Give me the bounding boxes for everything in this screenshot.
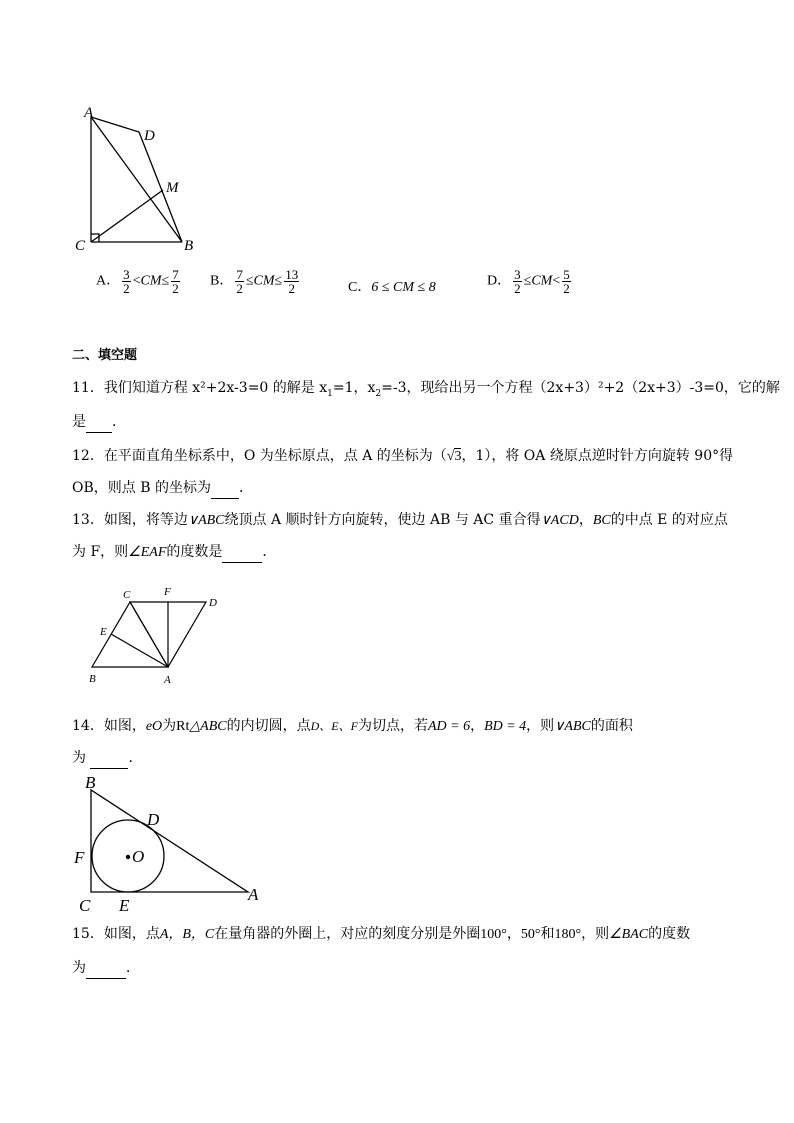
fraction: $\frac{3}{2}$ [123,267,130,296]
answer-blank[interactable] [222,542,262,563]
center-dot [126,855,130,859]
figure-rotated-triangles [84,584,224,688]
option-a: A． $\frac{3}{2}$ <CM≤ $\frac{7}{2}$ [96,267,179,296]
answer-blank[interactable] [211,478,239,499]
label-c: C [123,589,131,601]
q14-line1: 14．如图，eO为Rt△ABC的内切圆，点D、E、F为切点，若AD = 6，BD = 4，则∨ABC的面积 [72,718,633,734]
label-d: D [209,597,217,609]
fraction: $\frac{5}{2}$ [563,267,570,296]
label-f: F [164,586,171,598]
fraction: $\frac{13}{2}$ [285,267,299,296]
label-d: D [144,128,155,144]
label-b: B [85,773,96,792]
q15-line2: 为 ． [72,958,140,979]
label-c: C [79,896,91,915]
figure-quadrilateral-acbd [70,100,210,260]
segment-ad [91,117,139,132]
label-b: B [184,238,194,254]
answer-blank[interactable] [86,412,112,433]
q14-line2: 为 ． [72,748,142,769]
option-d: D． $\frac{3}{2}$ ≤CM< $\frac{5}{2}$ [487,267,570,296]
q12-line1: 12．在平面直角坐标系中，O 为坐标原点，点 A 的坐标为（√3，1），将 OA 绕原点逆时针方向旋转 90°得 [72,448,734,464]
option-c: C．6 ≤ CM ≤ 8 [348,280,436,295]
q11-line2: 是 ． [72,412,126,433]
sqrt-expression: √3 [446,449,462,464]
segment-cm [91,190,163,242]
label-f: F [74,848,85,867]
segment-ae [111,634,168,667]
option-b: B． $\frac{7}{2}$ ≤CM≤ $\frac{13}{2}$ [210,267,299,296]
label-c: C [75,238,86,254]
fraction: $\frac{3}{2}$ [514,267,521,296]
triangle-abc [91,790,248,892]
q13-line1: 13．如图，将等边∨ABC绕顶点 A 顺时针方向旋转，使边 AB 与 AC 重合得∨ACD，BC的中点 E 的对应点 [72,512,728,528]
label-o: O [132,847,145,866]
q12-line2: OB，则点 B 的坐标为 ． [72,478,253,499]
fraction: $\frac{7}{2}$ [172,267,179,296]
q15-line1: 15．如图，点A，B，C在量角器的外圈上，对应的刻度分别是外圈100°，50°和180°，则∠BAC的度数 [72,926,691,942]
q11-line1: 11．我们知道方程 x²+2x-3=0 的解是 $x_1=1$，$x_2=-3$，现给出另一个方程（2x+3）²+2（2x+3）-3=0，它的解 [72,380,780,399]
label-a: A [84,105,94,121]
section-title: 二、填空题 [72,348,138,363]
q13-line2: 为 F，则∠EAF的度数是 ． [72,542,276,563]
label-a: A [164,674,171,686]
label-e: E [100,626,107,638]
label-b: B [89,673,96,685]
fraction: $\frac{7}{2}$ [236,267,243,296]
label-d: D [147,810,160,829]
label-a: A [248,885,259,904]
label-e: E [119,896,130,915]
figure-incircle [70,772,270,920]
answer-blank[interactable] [90,748,128,769]
label-m: M [166,180,179,196]
answer-blank[interactable] [86,958,126,979]
